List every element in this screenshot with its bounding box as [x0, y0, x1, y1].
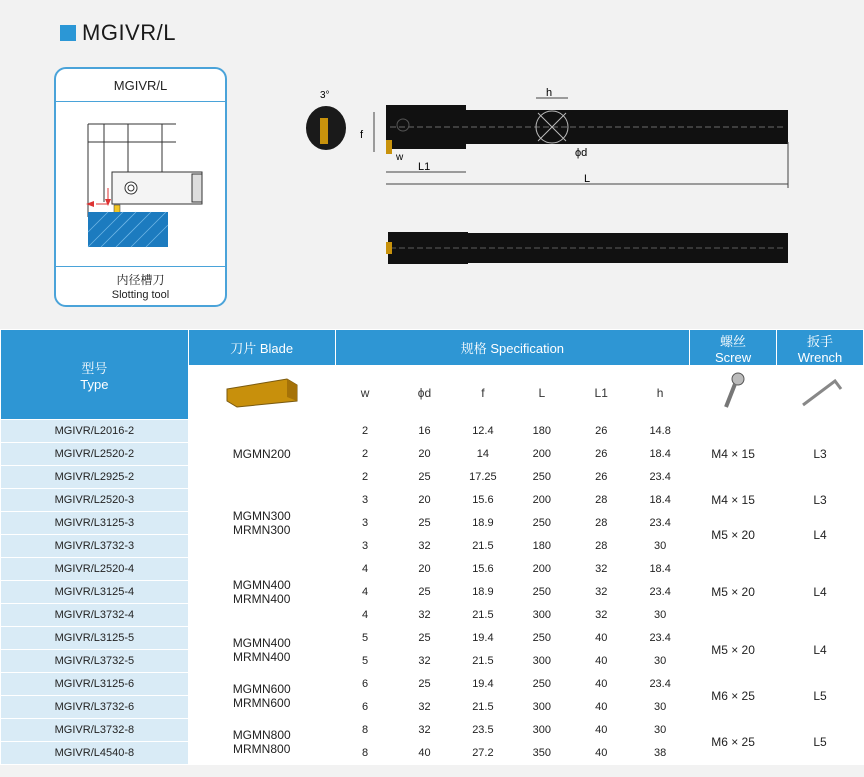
spec-cell: 18.4	[631, 558, 690, 581]
wrench-cell: L3	[777, 489, 864, 512]
spec-cell: 8	[335, 742, 395, 765]
spec-cell: 200	[512, 558, 572, 581]
spec-cell: 18.9	[454, 512, 512, 535]
blade-name: MRMN400	[233, 592, 291, 606]
spec-cell: 19.4	[454, 673, 512, 696]
spec-cell: 21.5	[454, 604, 512, 627]
table-row	[1, 627, 864, 650]
spec-cell: 32	[572, 604, 631, 627]
spec-cell: 3	[335, 512, 395, 535]
screw-cell: M6 × 25	[690, 719, 777, 765]
spec-cell: 18.4	[631, 489, 690, 512]
blade-cell	[188, 719, 335, 765]
spec-cell: 15.6	[454, 558, 512, 581]
blade-name: MGMN800	[232, 727, 291, 742]
title-text: MGIVR/L	[82, 20, 176, 45]
w-label: w	[396, 152, 404, 163]
spec-cell: 25	[395, 581, 454, 604]
spec-cell: 23.4	[631, 581, 690, 604]
spec-cell: 40	[395, 742, 454, 765]
spec-cell: 28	[572, 512, 631, 535]
table-row	[1, 420, 864, 443]
spec-cell: 2	[335, 466, 395, 489]
spec-cell: 19.4	[454, 627, 512, 650]
spec-cell: 23.4	[631, 627, 690, 650]
spec-cell: 32	[395, 650, 454, 673]
type-cell: MGIVR/L2520-3	[1, 489, 189, 512]
spec-cell: 3	[335, 535, 395, 558]
spec-cell: 20	[395, 558, 454, 581]
spec-cell: 38	[631, 742, 690, 765]
spec-col-1: ϕd	[395, 366, 454, 420]
type-cell: MGIVR/L3732-6	[1, 696, 189, 719]
spec-cell: 26	[572, 466, 631, 489]
spec-cell: 5	[335, 650, 395, 673]
spec-cell: 25	[395, 466, 454, 489]
angle-label: 3°	[320, 90, 330, 101]
blade-name: MRMN400	[233, 649, 291, 664]
spec-cell: 4	[335, 581, 395, 604]
wrench-en: Wrench	[797, 349, 843, 365]
spec-table	[0, 329, 864, 765]
type-cell: MGIVR/L2520-4	[1, 558, 189, 581]
type-cell: MGIVR/L4540-8	[1, 742, 189, 765]
spec-cell: 32	[572, 558, 631, 581]
spec-cell: 18.4	[631, 443, 690, 466]
spec-cell: 26	[572, 443, 631, 466]
spec-cell: 25	[395, 512, 454, 535]
spec-cell: 27.2	[454, 742, 512, 765]
spec-cell: 23.4	[631, 512, 690, 535]
type-en: Type	[80, 376, 109, 392]
type-cell: MGIVR/L3125-5	[1, 627, 189, 650]
wrench-cell: L4	[777, 627, 864, 673]
f-label: f	[360, 129, 364, 141]
spec-cell: 180	[512, 420, 572, 443]
phid-label: ϕd	[575, 147, 588, 159]
screw-cell: M5 × 20	[690, 512, 777, 558]
h-label: h	[546, 87, 553, 99]
spec-cell: 8	[335, 719, 395, 742]
page-title	[60, 20, 176, 46]
table-row	[1, 673, 864, 696]
blade-name: MGMN600	[232, 681, 291, 696]
spec-cell: 250	[512, 627, 572, 650]
spec-cell: 14.8	[631, 420, 690, 443]
l1-label: L1	[418, 161, 431, 173]
card-title: MGIVR/L	[56, 69, 225, 102]
spec-cell: 16	[395, 420, 454, 443]
spec-cell: 28	[572, 535, 631, 558]
spec-cell: 6	[335, 696, 395, 719]
blade-cell	[188, 489, 335, 558]
spec-cell: 200	[512, 489, 572, 512]
spec-cell: 32	[395, 535, 454, 558]
spec-cell: 300	[512, 696, 572, 719]
table-row	[1, 558, 864, 581]
blade-cell	[188, 627, 335, 673]
col-type	[1, 330, 189, 420]
spec-cell: 21.5	[454, 650, 512, 673]
table-row	[1, 719, 864, 742]
spec-cell: 12.4	[454, 420, 512, 443]
spec-cell: 15.6	[454, 489, 512, 512]
spec-cell: 350	[512, 742, 572, 765]
spec-cell: 32	[572, 581, 631, 604]
spec-cell: 17.25	[454, 466, 512, 489]
spec-cell: 200	[512, 443, 572, 466]
spec-cell: 4	[335, 558, 395, 581]
screw-cell: M4 × 15	[690, 489, 777, 512]
spec-cell: 300	[512, 650, 572, 673]
spec-cell: 30	[631, 604, 690, 627]
wrench-cell: L3	[777, 420, 864, 489]
col-spec: 规格 Specification	[335, 330, 689, 366]
spec-cell: 20	[395, 443, 454, 466]
spec-col-4: L1	[572, 366, 631, 420]
col-wrench	[777, 330, 864, 366]
spec-cell: 30	[631, 696, 690, 719]
blade-insert-icon	[217, 371, 307, 411]
spec-cell: 21.5	[454, 696, 512, 719]
spec-cell: 2	[335, 420, 395, 443]
spec-col-2: f	[454, 366, 512, 420]
spec-cell: 32	[395, 604, 454, 627]
screw-cell: M5 × 20	[690, 627, 777, 673]
spec-cell: 40	[572, 742, 631, 765]
blade-name: MRMN800	[233, 741, 291, 756]
slotting-illustration	[56, 102, 225, 266]
spec-cell: 25	[395, 627, 454, 650]
spec-cell: 40	[572, 696, 631, 719]
type-cell: MGIVR/L3125-6	[1, 673, 189, 696]
caption-cn: 内径槽刀	[116, 273, 165, 287]
spec-cell: 23.5	[454, 719, 512, 742]
l-label: L	[584, 173, 591, 185]
type-cell: MGIVR/L2520-2	[1, 443, 189, 466]
type-cell: MGIVR/L3732-4	[1, 604, 189, 627]
spec-cell: 300	[512, 719, 572, 742]
screw-cell: M4 × 15	[690, 420, 777, 489]
spec-cell: 40	[572, 673, 631, 696]
screw-icon	[690, 366, 777, 420]
spec-cell: 26	[572, 420, 631, 443]
blade-cell	[188, 673, 335, 719]
table-row	[1, 512, 864, 535]
wrench-cell: L5	[777, 719, 864, 765]
spec-cell: 6	[335, 673, 395, 696]
spec-cell: 28	[572, 489, 631, 512]
card-caption	[56, 266, 225, 301]
wrench-icon	[777, 366, 864, 420]
spec-cell: 2	[335, 443, 395, 466]
screw-cell: M5 × 20	[690, 558, 777, 627]
wrench-cell: L5	[777, 673, 864, 719]
spec-cell: 30	[631, 719, 690, 742]
type-cell: MGIVR/L2925-2	[1, 466, 189, 489]
wrench-cn: 扳手	[806, 333, 833, 349]
screw-en: Screw	[714, 349, 752, 365]
spec-cell: 14	[454, 443, 512, 466]
screw-cn: 螺丝	[720, 333, 747, 349]
type-cell: MGIVR/L3732-8	[1, 719, 189, 742]
caption-en: Slotting tool	[111, 289, 170, 301]
spec-cell: 40	[572, 719, 631, 742]
type-cn: 型号	[81, 360, 108, 376]
spec-cell: 21.5	[454, 535, 512, 558]
spec-cell: 40	[572, 650, 631, 673]
spec-cell: 23.4	[631, 466, 690, 489]
type-cell: MGIVR/L3125-3	[1, 512, 189, 535]
blade-name: MGMN400	[232, 578, 291, 592]
blade-name: MRMN600	[233, 695, 291, 710]
tool-drawing	[300, 80, 800, 270]
spec-cell: 40	[572, 627, 631, 650]
col-blade: 刀片 Blade	[188, 330, 335, 366]
screw-cell: M6 × 25	[690, 673, 777, 719]
wrench-cell: L4	[777, 558, 864, 627]
blade-image	[188, 366, 335, 420]
spec-cell: 23.4	[631, 673, 690, 696]
table-row	[1, 489, 864, 512]
spec-cell: 180	[512, 535, 572, 558]
spec-cell: 250	[512, 673, 572, 696]
blade-cell	[188, 558, 335, 627]
type-cell: MGIVR/L2016-2	[1, 420, 189, 443]
col-screw	[690, 330, 777, 366]
type-cell: MGIVR/L3732-3	[1, 535, 189, 558]
spec-cell: 25	[395, 673, 454, 696]
type-cell: MGIVR/L3732-5	[1, 650, 189, 673]
spec-cell: 4	[335, 604, 395, 627]
spec-cell: 250	[512, 512, 572, 535]
spec-cell: 20	[395, 489, 454, 512]
spec-cell: 18.9	[454, 581, 512, 604]
type-cell: MGIVR/L3125-4	[1, 581, 189, 604]
blade-name: MRMN300	[233, 523, 291, 537]
spec-cell: 250	[512, 581, 572, 604]
wrench-cell: L4	[777, 512, 864, 558]
spec-cell: 3	[335, 489, 395, 512]
spec-col-0: w	[335, 366, 395, 420]
spec-col-5: h	[631, 366, 690, 420]
blade-name: MGMN400	[232, 635, 291, 650]
title-square-icon	[60, 25, 76, 41]
spec-cell: 30	[631, 535, 690, 558]
tool-card	[54, 67, 227, 307]
spec-cell: 32	[395, 719, 454, 742]
blade-cell	[188, 420, 335, 489]
spec-cell: 5	[335, 627, 395, 650]
blade-name: MGMN200	[232, 447, 291, 461]
spec-cell: 300	[512, 604, 572, 627]
blade-name: MGMN300	[232, 509, 291, 523]
spec-cell: 32	[395, 696, 454, 719]
spec-cell: 250	[512, 466, 572, 489]
spec-cell: 30	[631, 650, 690, 673]
spec-col-3: L	[512, 366, 572, 420]
